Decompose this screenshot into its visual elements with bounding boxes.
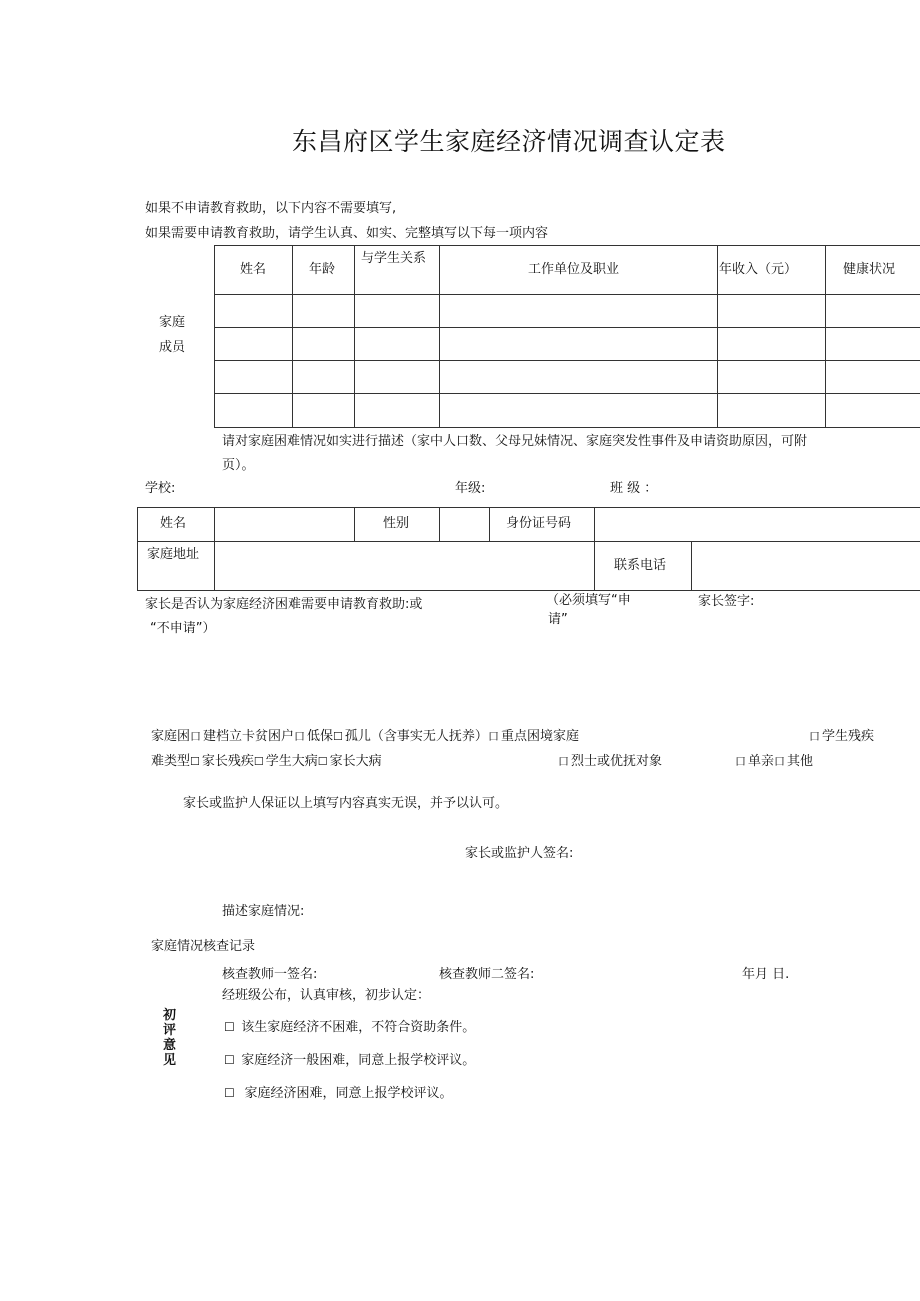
checkbox-icon[interactable]: 口 (190, 730, 202, 743)
difficulty-line-2: 页）。 (222, 458, 255, 473)
home-address-label: 家庭地址 (147, 547, 200, 562)
guardian-sign-label: 家长或监护人签名: (465, 846, 574, 861)
contact-phone-label: 联系电话 (614, 558, 667, 573)
class-label: 班 级 ： (610, 481, 658, 496)
must-fill-note-2: 请” (548, 612, 568, 627)
checkbox-icon[interactable]: ☐ (190, 755, 200, 768)
checkbox-icon[interactable]: 口 (774, 755, 786, 768)
checkbox-icon[interactable]: ☐ (317, 755, 328, 768)
header-health: 健康状况 (843, 262, 896, 277)
family-label-2: 成员 (159, 340, 186, 355)
checkbox-icon[interactable]: 口 (735, 755, 746, 768)
header-name: 姓名 (240, 262, 267, 277)
intro-line-2: 如果需要申请教育救助，请学生认真、如实、完整填写以下每一项内容 (145, 226, 549, 241)
teacher1-sign-label: 核查教师一签名: (222, 967, 318, 982)
difficulty-type-row-2: 难类型☐ 家长残疾☐ 学生大病☐ 家长大病 (151, 754, 382, 769)
checkbox-icon[interactable]: ☐ (333, 730, 343, 743)
describe-family-label: 描述家庭情况: (222, 904, 305, 919)
difficulty-type-student-disabled: 口 学生残疾 (809, 729, 875, 744)
initial-option-1: ☐ 该生家庭经济不困难，不符合资助条件。 (224, 1019, 476, 1034)
family-label-1: 家庭 (159, 315, 186, 330)
guarantee-statement: 家长或监护人保证以上填写内容真实无误，并予以认可。 (183, 796, 509, 811)
difficulty-type-martyr: 口 烈士或优抚对象 (558, 754, 663, 769)
checkbox-icon[interactable]: ☐ (224, 1053, 235, 1067)
header-relation: 与学生关系 (361, 251, 427, 266)
date-label: 年月 日. (742, 967, 790, 982)
grade-label: 年级: (455, 481, 486, 496)
header-work: 工作单位及职业 (528, 262, 620, 277)
check-record-heading: 家庭情况核查记录 (151, 939, 256, 954)
header-age: 年龄 (309, 262, 336, 277)
checkbox-icon[interactable]: ☐ (253, 755, 264, 768)
student-gender-label: 性别 (383, 516, 410, 531)
student-name-label: 姓名 (160, 516, 187, 531)
difficulty-type-single-other: 口 单亲口 其他 (735, 754, 814, 769)
student-id-label: 身份证号码 (506, 516, 572, 531)
parent-sign-label: 家长签字: (698, 594, 755, 609)
checkbox-icon[interactable]: 口 (487, 730, 499, 743)
initial-option-3: ☐ 家庭经济困难，同意上报学校评议。 (224, 1085, 453, 1100)
checkbox-icon[interactable]: 口 (294, 730, 306, 743)
school-label: 学校: (145, 481, 176, 496)
parent-apply-question: 家长是否认为家庭经济困难需要申请教育救助:或 (145, 597, 423, 612)
initial-review-intro: 经班级公布，认真审核，初步认定： (222, 987, 431, 1002)
checkbox-icon[interactable]: ☐ (224, 1020, 235, 1034)
difficulty-type-row-1: 家庭困口 建档立卡贫困户口 低保☐ 孤儿（含事实无人抚养）口 重点困境家庭 (151, 729, 579, 744)
difficulty-line-1: 请对家庭困难情况如实进行描述（家中人口数、父母兄妹情况、家庭突发性事件及申请资助原因，可附 (222, 434, 808, 449)
teacher2-sign-label: 核查教师二签名: (439, 967, 535, 982)
page-title: 东昌府区学生家庭经济情况调查认定表 (292, 127, 726, 156)
parent-apply-option: “不申请”） (150, 621, 216, 636)
must-fill-note-1: （必须填写“申 (546, 593, 631, 608)
intro-line-1: 如果不申请教育救助，以下内容不需要填写, (145, 201, 397, 216)
checkbox-icon[interactable]: ☐ (224, 1086, 235, 1100)
header-income: 年收入（元） (719, 262, 798, 277)
initial-option-2: ☐ 家庭经济一般困难，同意上报学校评议。 (224, 1052, 476, 1067)
checkbox-icon[interactable]: 口 (558, 755, 569, 768)
checkbox-icon[interactable]: 口 (809, 730, 820, 743)
initial-review-label: 初 评 意 见 (163, 1008, 177, 1068)
